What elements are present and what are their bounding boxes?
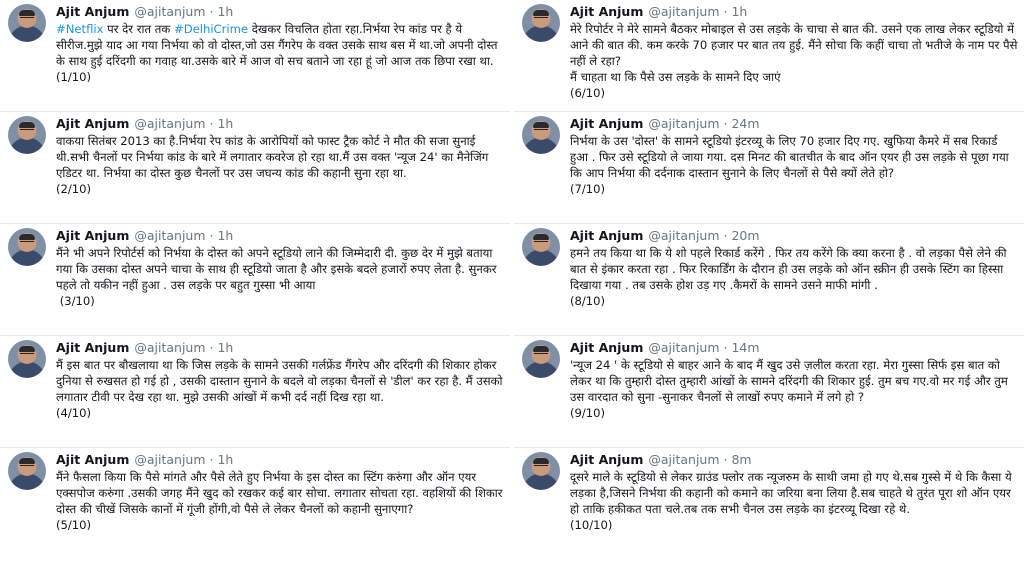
tweet-header [570,4,747,19]
timestamp[interactable]: 20m [731,228,760,243]
tweet-header [570,452,752,467]
tweet-text-part: मैंने भी अपने रिपोर्टर्स को निर्भया के दोस्त को अपने स्टूडियो लाने की जिम्मेदारी दी. कुछ देर में मुझे बताया गया कि उसका दोस्त अपने चाचा के साथ ही स्टूडियो जाता है और इसके बदले हजारों रुपए लेता है. सुनकर पहले तो यकीन नहीं हुआ . उस लड़के पर बहुत गुस्सा भी आया [56,246,501,292]
author-handle[interactable]: @ajitanjum [648,4,720,19]
tweet-header [570,116,760,131]
tweet-text [570,21,1018,101]
thread-count: (10/10) [570,518,613,532]
author-handle[interactable]: @ajitanjum [648,452,720,467]
author-name[interactable]: Ajit Anjum [570,452,644,467]
thread-count: (6/10) [570,86,606,100]
left-column [0,0,510,562]
tweet-text-part: हमने तय किया था कि ये शो पहले रिकार्ड करेंगे . फिर तय करेंगे कि क्या करना है . वो लड़का पैसे लेने की बात से इंकार करता रहा . फिर रिकार्डिंग के दौरान ही उस लड़के को ऑन स्क्रीन ही उसके स्टिंग का हिस्सा दिखाया गया . तब उसके होश उड़ गए .कैमरों के सामने उसने माफी मांगी . [570,246,1011,292]
author-handle[interactable]: @ajitanjum [134,116,206,131]
separator: · [723,116,728,131]
author-name[interactable]: Ajit Anjum [56,340,130,355]
author-handle[interactable]: @ajitanjum [134,340,206,355]
tweet-text-part: मैं इस बात पर बौखलाया था कि जिस लड़के के सामने उसकी गर्लफ्रेंड गैंगरेप और दरिंदगी की शिकार होकर दुनिया से रुखसत हो गई हो , उसकी दास्तान सुनाने के बदले वो लड़का चैनलों से 'डील' कर रहा है. मैं उसको लगातार टीवी पर देख रहा था. मुझे उसकी आंखों में कभी दर्द नहीं दिख रहा था. [56,358,507,404]
avatar[interactable] [8,4,46,42]
tweet-text-part: निर्भया के उस 'दोस्त' के सामने स्टूडियो इंटरव्यू के लिए 70 हजार दिए गए. खुफिया कैमरे में सब रिकार्ड हुआ . फिर उसे स्टूडियो ले जाया गया. दस मिनट की बातचीत के बाद ऑन एयर ही उस लड़के से पूछा गया कि आप निर्भया की दर्दनाक दास्तान सुनाने के लिए चैनलों से पैसे क्यों लेते हो? [570,134,1013,180]
avatar[interactable] [522,116,560,154]
tweet-header [570,340,760,355]
timestamp[interactable]: 1h [217,4,234,19]
tweet-text [56,21,504,85]
author-handle[interactable]: @ajitanjum [648,228,720,243]
author-name[interactable]: Ajit Anjum [570,116,644,131]
tweet-text [570,245,1018,309]
hashtag-link[interactable]: #DelhiCrime [173,22,249,36]
thread-count: (3/10) [56,294,95,308]
tweet-9[interactable] [514,336,1024,448]
avatar[interactable] [522,228,560,266]
separator: · [723,228,728,243]
avatar[interactable] [8,228,46,266]
tweet-header [56,340,233,355]
avatar[interactable] [522,452,560,490]
tweet-header [56,452,233,467]
separator: · [209,340,214,355]
tweet-6[interactable] [514,0,1024,112]
tweet-header [570,228,760,243]
timestamp[interactable]: 14m [731,340,760,355]
tweet-10[interactable] [514,448,1024,560]
timestamp[interactable]: 24m [731,116,760,131]
hashtag-link[interactable]: #Netflix [56,22,104,36]
tweet-text [56,469,507,533]
tweet-text [570,133,1018,197]
tweet-7[interactable] [514,112,1024,224]
author-name[interactable]: Ajit Anjum [570,340,644,355]
thread-count: (4/10) [56,406,92,420]
separator: · [723,4,728,19]
thread-count: (8/10) [570,294,606,308]
tweet-text [56,357,507,421]
timestamp[interactable]: 1h [731,4,748,19]
author-handle[interactable]: @ajitanjum [648,116,720,131]
author-name[interactable]: Ajit Anjum [56,4,130,19]
thread-count: (9/10) [570,406,606,420]
author-handle[interactable]: @ajitanjum [134,4,206,19]
author-name[interactable]: Ajit Anjum [56,116,130,131]
tweet-text-part: मेरे रिपोर्टर ने मेरे सामने बैठकर मोबाइल से उस लड़के के चाचा से बात की. उसने एक लाख लेकर स्टूडियो में आने की बात की. कम करके 70 हजार पर बात तय हुई. मैंने सोचा कि कहीं चाचा तो भतीजे के नाम पर पैसे नहीं ले रहा? मैं चाहता था कि पैसे उस लड़के के सामने दिए जाएं [570,22,1018,84]
tweet-1[interactable] [0,0,510,112]
tweet-text-part: वाकया सितंबर 2013 का है.निर्भया रेप कांड के आरोपियों को फास्ट ट्रैक कोर्ट ने मौत की सजा सुनाई थी.सभी चैनलों पर निर्भया कांड के बारे में लगातार कवरेज हो रहा था.मैं उस वक्त 'न्यूज 24' का मैनेजिंग एडिटर था. निर्भया का दोस्त कुछ चैनलों पर उस जघन्य कांड की कहानी सुना रहा था. [56,134,492,180]
tweet-3[interactable] [0,224,510,336]
tweet-text [570,357,1018,421]
thread-count: (7/10) [570,182,606,196]
tweet-header [56,228,233,243]
timestamp[interactable]: 1h [217,228,234,243]
tweet-text [570,469,1018,533]
timestamp[interactable]: 1h [217,452,234,467]
separator: · [209,4,214,19]
avatar[interactable] [522,4,560,42]
tweet-5[interactable] [0,448,510,560]
avatar[interactable] [8,340,46,378]
tweet-8[interactable] [514,224,1024,336]
tweet-text-part: दूसरे माले के स्टूडियो से लेकर ग्राउंड फ्लोर तक न्यूजरुम के साथी जमा हो गए थे.सब गुस्से में थे कि कैसा ये लड़का है,जिसने निर्भया की कहानी को कमाने का जरिया बना लिया है.सब चाहते थे तुरंत पूरा शो ऑन एयर हो ताकि हकीकत पता चले.तब तक सभी चैनल उस लड़के का इंटरव्यू दिखा रहे थे. [570,470,1016,516]
separator: · [723,452,728,467]
tweet-text [56,133,504,197]
tweet-header [56,4,233,19]
right-column [514,0,1024,562]
author-name[interactable]: Ajit Anjum [56,228,130,243]
author-name[interactable]: Ajit Anjum [570,4,644,19]
separator: · [209,116,214,131]
tweet-2[interactable] [0,112,510,224]
thread-count: (5/10) [56,518,92,532]
avatar[interactable] [8,452,46,490]
tweet-text-part: 'न्यूज 24 ' के स्टूडियो से बाहर आने के बाद मैं खुद उसे ज़लील करता रहा. मेरा गुस्सा सिर्फ इस बात को लेकर था कि तुम्हारी दोस्त तुम्हारी आंखों के सामने दरिंदगी की शिकार हुई. तुम बच गए.वो मर गई और तुम उस वारदात को सुना -सुनाकर चैनलों से लाखों रुपए कमाने में लगे हो ? [570,358,1012,404]
tweet-header [56,116,233,131]
author-handle[interactable]: @ajitanjum [134,228,206,243]
thread-count: (1/10) [56,70,92,84]
tweet-4[interactable] [0,336,510,448]
author-name[interactable]: Ajit Anjum [570,228,644,243]
timestamp[interactable]: 1h [217,340,234,355]
tweet-text-part: पर देर रात तक [103,22,174,36]
separator: · [723,340,728,355]
avatar[interactable] [8,116,46,154]
separator: · [209,452,214,467]
thread-count: (2/10) [56,182,92,196]
timestamp[interactable]: 1h [217,116,234,131]
separator: · [209,228,214,243]
tweet-text [56,245,504,309]
author-handle[interactable]: @ajitanjum [134,452,206,467]
tweet-text-part: देखकर विचलित होता रहा.निर्भया रेप कांड पर है ये सीरीज.मुझे याद आ गया निर्भया को वो दोस्त,जो उस गैंगरेप के वक्त उसके साथ बस में था.जो अपनी दोस्त के साथ हुई दरिंदगी का गवाह था.उसके बारे में आज वो सच बताने जा रहा हूं जो आज तक छिपा रखा था. [56,22,502,68]
avatar[interactable] [522,340,560,378]
tweet-text-part: मैंने फैसला किया कि पैसे मांगते और पैसे लेते हुए निर्भया के इस दोस्त का स्टिंग करुंगा और ऑन एयर एक्सपोज करुंगा .उसकी जगह मैंने खुद को रखकर कई बार सोचा. लगातार सोचता रहा. वहशियों की शिकार दोस्त की चीखें जिसके कानों में गूंजी होंगी,वो पैसे ले लेकर चैनलों को कहानी सुनाएगा? [56,470,507,516]
author-handle[interactable]: @ajitanjum [648,340,720,355]
author-name[interactable]: Ajit Anjum [56,452,130,467]
timestamp[interactable]: 8m [731,452,752,467]
